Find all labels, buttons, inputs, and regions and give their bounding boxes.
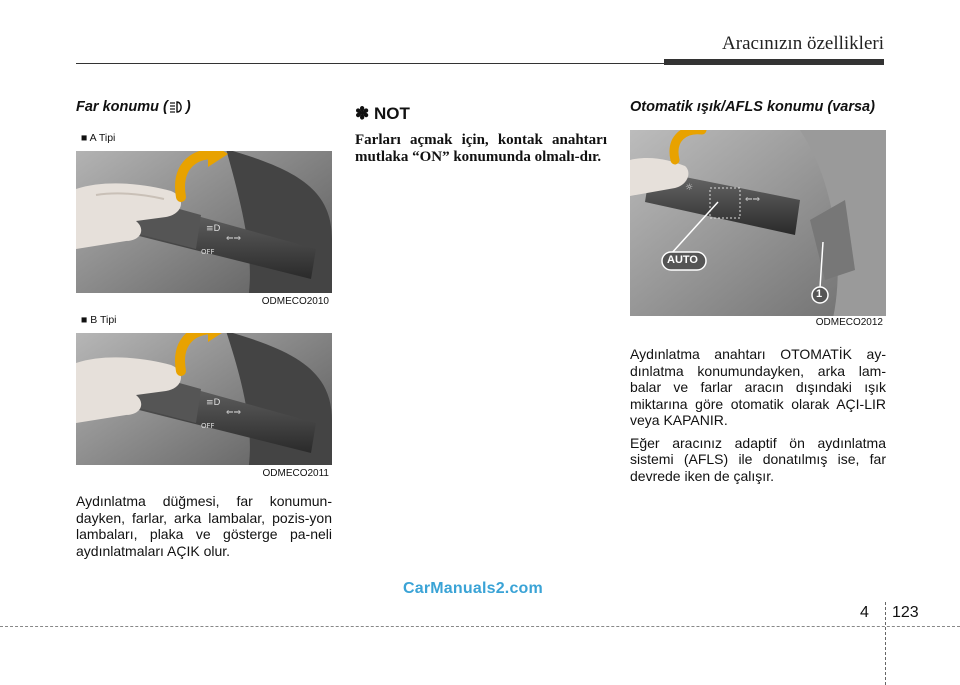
header-rule: [76, 63, 666, 64]
footer-divider: [885, 602, 886, 685]
auto-label: AUTO: [667, 254, 698, 266]
title-suffix: ): [185, 99, 191, 115]
figure-code: ODMECO2011: [262, 468, 329, 479]
callout-number: 1: [816, 288, 823, 300]
watermark-link[interactable]: CarManuals2.com: [403, 580, 543, 597]
chapter-number: 4: [860, 604, 869, 621]
figure-auto: [630, 130, 886, 330]
figure-type-a: [76, 129, 332, 309]
svg-text:⇐⇒: ⇐⇒: [226, 234, 242, 244]
note-title: ✽ NOT: [355, 104, 410, 123]
auto-light-title: Otomatik ışık/AFLS konumu (varsa): [630, 99, 875, 115]
auto-switch-illustration: [630, 130, 886, 330]
figure-type-b: [76, 311, 332, 481]
figure-label: ■ B Tipi: [81, 314, 117, 326]
figure-code: ODMECO2010: [261, 296, 329, 307]
svg-text:⇐⇒: ⇐⇒: [745, 195, 761, 205]
headlight-position-title: [76, 98, 332, 119]
header-rule-accent: [664, 59, 884, 65]
svg-text:☼: ☼: [685, 183, 694, 193]
figure-label: ■ A Tipi: [81, 132, 116, 144]
figure-code: ODMECO2012: [815, 317, 883, 328]
headlight-icon: [169, 100, 185, 119]
note-text: Farları açmak için, kontak anahtarı mutlaka “ON” konumunda olmalı-dır.: [355, 132, 607, 165]
middle-column: [355, 104, 607, 166]
light-switch-illustration: [76, 311, 332, 481]
light-switch-illustration: [76, 129, 332, 309]
header-title: Aracınızın özellikleri: [722, 33, 884, 54]
body-paragraph-2: Eğer aracınız adaptif ön aydınlatma sistemi (AFLS) ile donatılmış ise, far devrede iken de çalışır.: [630, 434, 886, 484]
svg-text:OFF: OFF: [201, 422, 215, 430]
page-number: 123: [892, 604, 919, 621]
svg-text:≡D: ≡D: [206, 224, 221, 234]
body-paragraph-1: Aydınlatma anahtarı OTOMATİK ay-dınlatma konumundayken, arka lam-balar ve farlar aracın dışındaki ışık miktarına göre otomatik olarak AÇI-LIR veya KAPANIR.: [630, 346, 886, 428]
footer-rule: [0, 626, 960, 627]
right-column: [630, 98, 886, 490]
title-prefix: Far konumu (: [76, 99, 168, 115]
svg-text:≡D: ≡D: [206, 398, 221, 408]
body-paragraph: Aydınlatma düğmesi, far konumun-dayken, farlar, arka lambalar, pozis-yon lambaları, plaka ve gösterge pa-neli aydınlatmaları AÇIK olur.: [76, 493, 332, 559]
svg-text:OFF: OFF: [201, 248, 215, 256]
svg-text:⇐⇒: ⇐⇒: [226, 408, 242, 418]
left-column: [76, 98, 332, 565]
